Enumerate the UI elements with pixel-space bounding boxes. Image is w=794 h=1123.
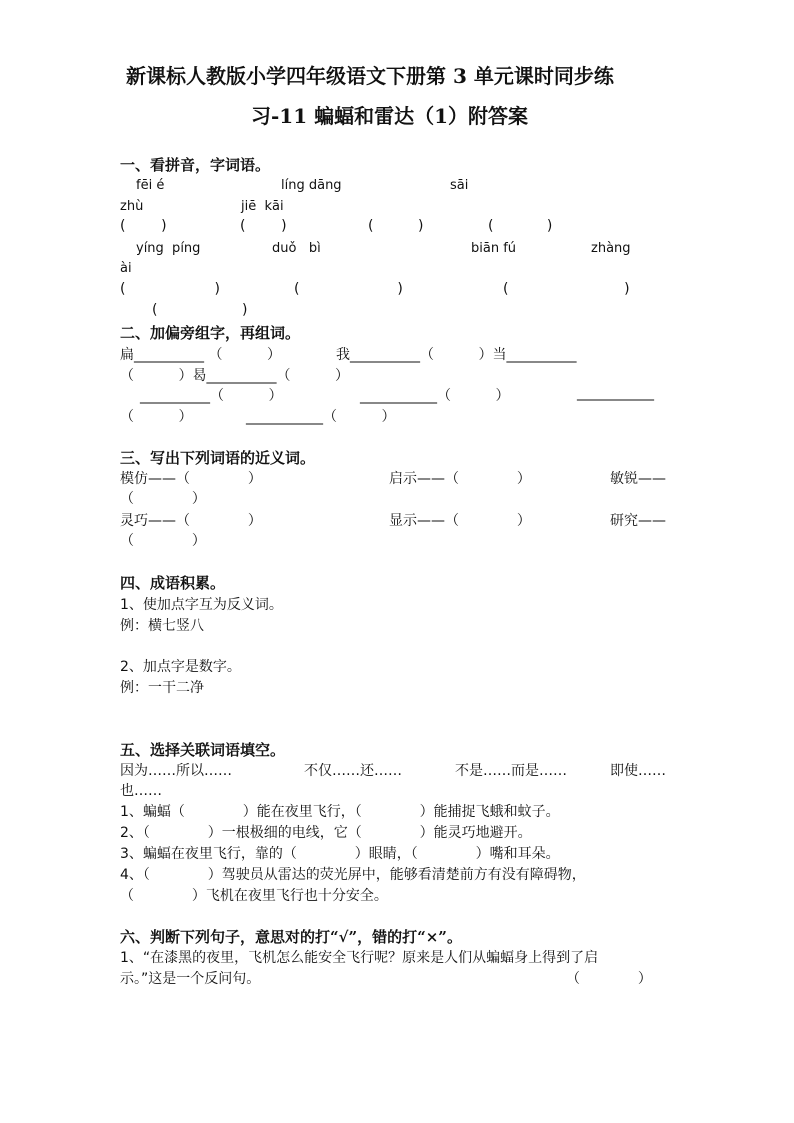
connective-option: 因为……所以…… xyxy=(120,763,232,779)
judge-question: 示。”这是一个反问句。 xyxy=(120,971,261,987)
connective-option: 也…… xyxy=(120,783,162,799)
synonym-item[interactable]: 模仿——（ ） xyxy=(120,471,262,487)
synonym-item[interactable]: （ ） xyxy=(120,491,206,507)
radical-item[interactable]: 我__________（ ）当__________ xyxy=(336,347,577,363)
connective-option: 不是……而是…… xyxy=(455,763,567,779)
pinyin: zhù xyxy=(120,199,144,214)
connective-question[interactable]: （ ）飞机在夜里飞行也十分安全。 xyxy=(120,888,388,904)
answer-blank[interactable]: ( ) xyxy=(503,281,630,297)
connective-question[interactable]: 1、蝙蝠（ ）能在夜里飞行，（ ）能捕捉飞蛾和蚊子。 xyxy=(120,804,560,820)
pinyin: biān fú xyxy=(471,241,517,256)
answer-blank[interactable]: ( ) xyxy=(368,218,424,234)
pinyin: líng dāng xyxy=(281,178,342,193)
radical-item[interactable]: ___________（ ） xyxy=(360,388,510,404)
radical-item[interactable]: __________（ ） xyxy=(140,388,283,404)
connective-option: 即使…… xyxy=(610,763,666,779)
pinyin: jiē kāi xyxy=(241,199,284,214)
connective-question[interactable]: 2、（ ）一根极细的电线，它（ ）能灵巧地避开。 xyxy=(120,825,532,841)
answer-blank[interactable]: ( ) xyxy=(120,218,167,234)
radical-item[interactable]: ___________（ ） xyxy=(246,409,396,425)
section1-heading: 一、看拼音，字词语。 xyxy=(120,156,271,174)
section4-heading: 四、成语积累。 xyxy=(120,574,226,592)
connective-question[interactable]: 3、蝙蝠在夜里飞行，靠的（ ）眼睛，（ ）嘴和耳朵。 xyxy=(120,846,560,862)
pinyin: sāi xyxy=(450,178,469,193)
synonym-item[interactable]: 显示——（ ） xyxy=(389,513,531,529)
pinyin: ài xyxy=(120,261,132,276)
synonym-item[interactable]: 研究—— xyxy=(610,513,666,529)
answer-blank[interactable]: ( ) xyxy=(152,302,248,318)
answer-blank[interactable]: ( ) xyxy=(294,281,403,297)
idiom-question: 1、使加点字互为反义词。 xyxy=(120,597,283,613)
answer-blank[interactable]: ( ) xyxy=(488,218,553,234)
section3-heading: 三、写出下列词语的近义词。 xyxy=(120,449,316,467)
page-title-line1: 新课标人教版小学四年级语文下册第 3 单元课时同步练 xyxy=(126,64,614,88)
radical-item[interactable]: （ ）曷__________（ ） xyxy=(120,368,350,384)
section2-heading: 二、加偏旁组字，再组词。 xyxy=(120,324,301,342)
idiom-question: 2、加点字是数字。 xyxy=(120,659,241,675)
section5-heading: 五、选择关联词语填空。 xyxy=(120,741,286,759)
synonym-item[interactable]: 启示——（ ） xyxy=(389,471,531,487)
answer-blank[interactable]: ( ) xyxy=(240,218,287,234)
pinyin: zhàng xyxy=(591,241,631,256)
radical-item[interactable]: （ ） xyxy=(120,409,193,425)
idiom-example: 例：一干二净 xyxy=(120,680,204,696)
judge-question: 1、“在漆黑的夜里，飞机怎么能安全飞行呢？原来是人们从蝙蝠身上得到了启 xyxy=(120,950,599,966)
synonym-item[interactable]: 敏锐—— xyxy=(610,471,666,487)
connective-option: 不仅……还…… xyxy=(304,763,402,779)
idiom-example: 例：横七竖八 xyxy=(120,618,204,634)
synonym-item[interactable]: （ ） xyxy=(120,533,206,549)
pinyin: yíng píng xyxy=(136,241,201,256)
connective-question[interactable]: 4、（ ）驾驶员从雷达的荧光屏中，能够看清楚前方有没有障碍物， xyxy=(120,867,586,883)
pinyin: duǒ bì xyxy=(272,241,321,256)
radical-item[interactable]: 扁__________ （ ） xyxy=(120,347,281,363)
radical-item[interactable]: ___________ xyxy=(577,385,654,401)
section6-heading: 六、判断下列句子，意思对的打“√”，错的打“×”。 xyxy=(120,928,462,946)
page-title-line2: 习-11 蝙蝠和雷达（1）附答案 xyxy=(251,104,529,128)
answer-blank[interactable]: （ ） xyxy=(566,971,652,987)
synonym-item[interactable]: 灵巧——（ ） xyxy=(120,513,262,529)
answer-blank[interactable]: ( ) xyxy=(120,281,220,297)
pinyin: fēi é xyxy=(136,178,165,193)
